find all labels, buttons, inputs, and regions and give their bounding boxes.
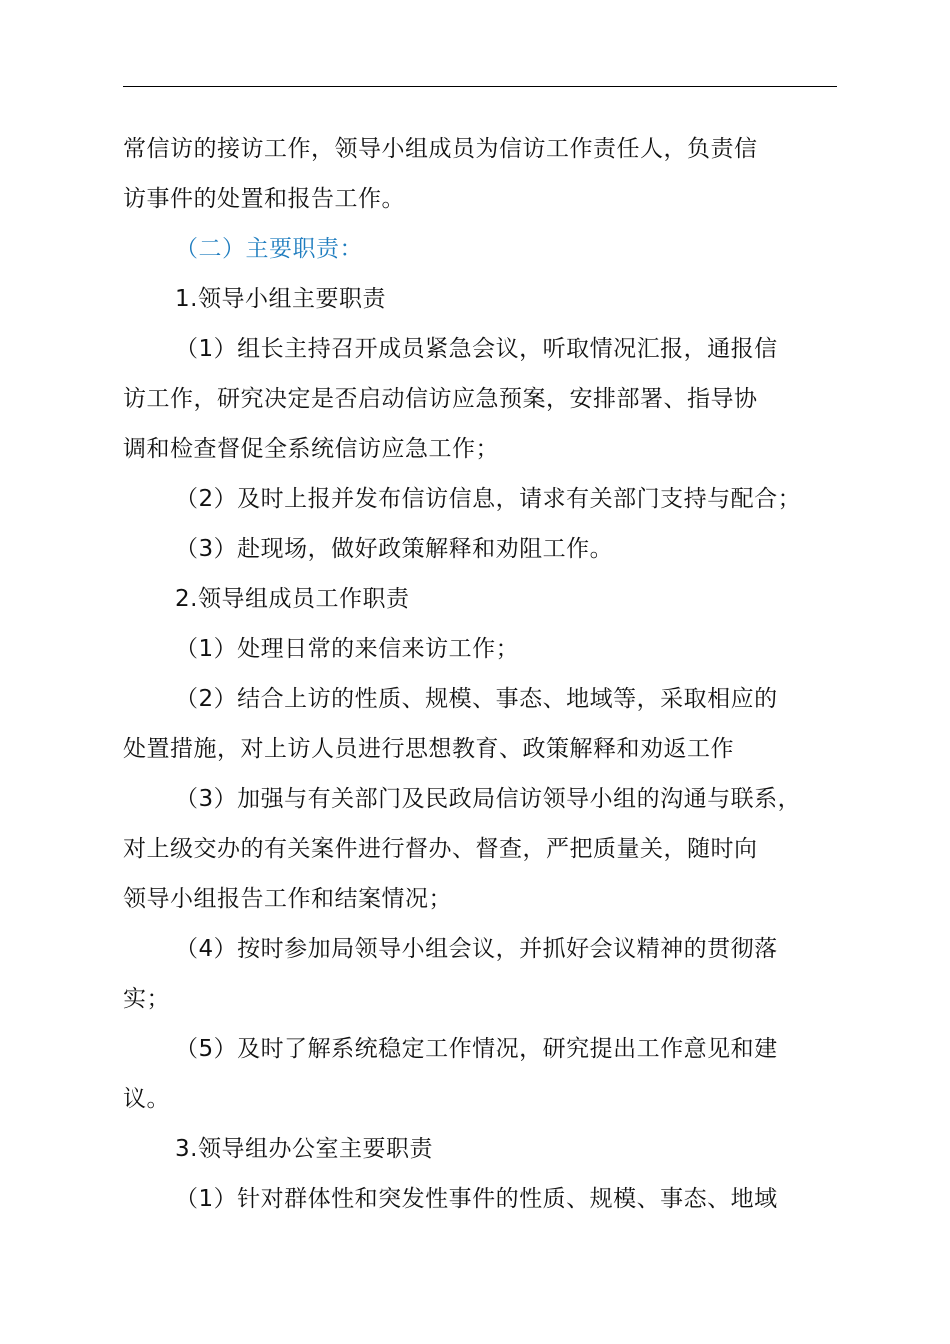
subsection-heading: 2.领导组成员工作职责 — [175, 586, 410, 612]
paragraph-line: （4）按时参加局领导小组会议，并抓好会议精神的贯彻落 — [175, 936, 778, 962]
paragraph-line: （1）组长主持召开成员紧急会议，听取情况汇报，通报信 — [175, 336, 778, 362]
paragraph-line: （2）结合上访的性质、规模、事态、地域等，采取相应的 — [175, 686, 778, 712]
paragraph-line: （1）针对群体性和突发性事件的性质、规模、事态、地域 — [175, 1186, 778, 1212]
paragraph-line: （3）加强与有关部门及民政局信访领导小组的沟通与联系， — [175, 786, 802, 812]
paragraph-line: 处置措施，对上访人员进行思想教育、政策解释和劝返工作 — [123, 736, 734, 762]
section-heading: （二）主要职责： — [175, 236, 363, 262]
paragraph-line: （2）及时上报并发布信访信息，请求有关部门支持与配合； — [175, 486, 802, 512]
paragraph-line: （5）及时了解系统稳定工作情况，研究提出工作意见和建 — [175, 1036, 778, 1062]
paragraph-line: 领导小组报告工作和结案情况； — [123, 886, 452, 912]
paragraph-line: 对上级交办的有关案件进行督办、督查，严把质量关，随时向 — [123, 836, 758, 862]
paragraph-line: 议。 — [123, 1086, 170, 1112]
subsection-heading: 3.领导组办公室主要职责 — [175, 1136, 433, 1162]
paragraph-line: 访工作，研究决定是否启动信访应急预案，安排部署、指导协 — [123, 386, 758, 412]
paragraph-line: 访事件的处置和报告工作。 — [123, 186, 405, 212]
paragraph-line: 常信访的接访工作，领导小组成员为信访工作责任人，负责信 — [123, 136, 758, 162]
paragraph-line: （1）处理日常的来信来访工作； — [175, 636, 520, 662]
paragraph-line: 调和检查督促全系统信访应急工作； — [123, 436, 499, 462]
header-rule — [123, 86, 837, 87]
paragraph-line: 实； — [123, 986, 170, 1012]
paragraph-line: （3）赴现场，做好政策解释和劝阻工作。 — [175, 536, 614, 562]
subsection-heading: 1.领导小组主要职责 — [175, 286, 386, 312]
